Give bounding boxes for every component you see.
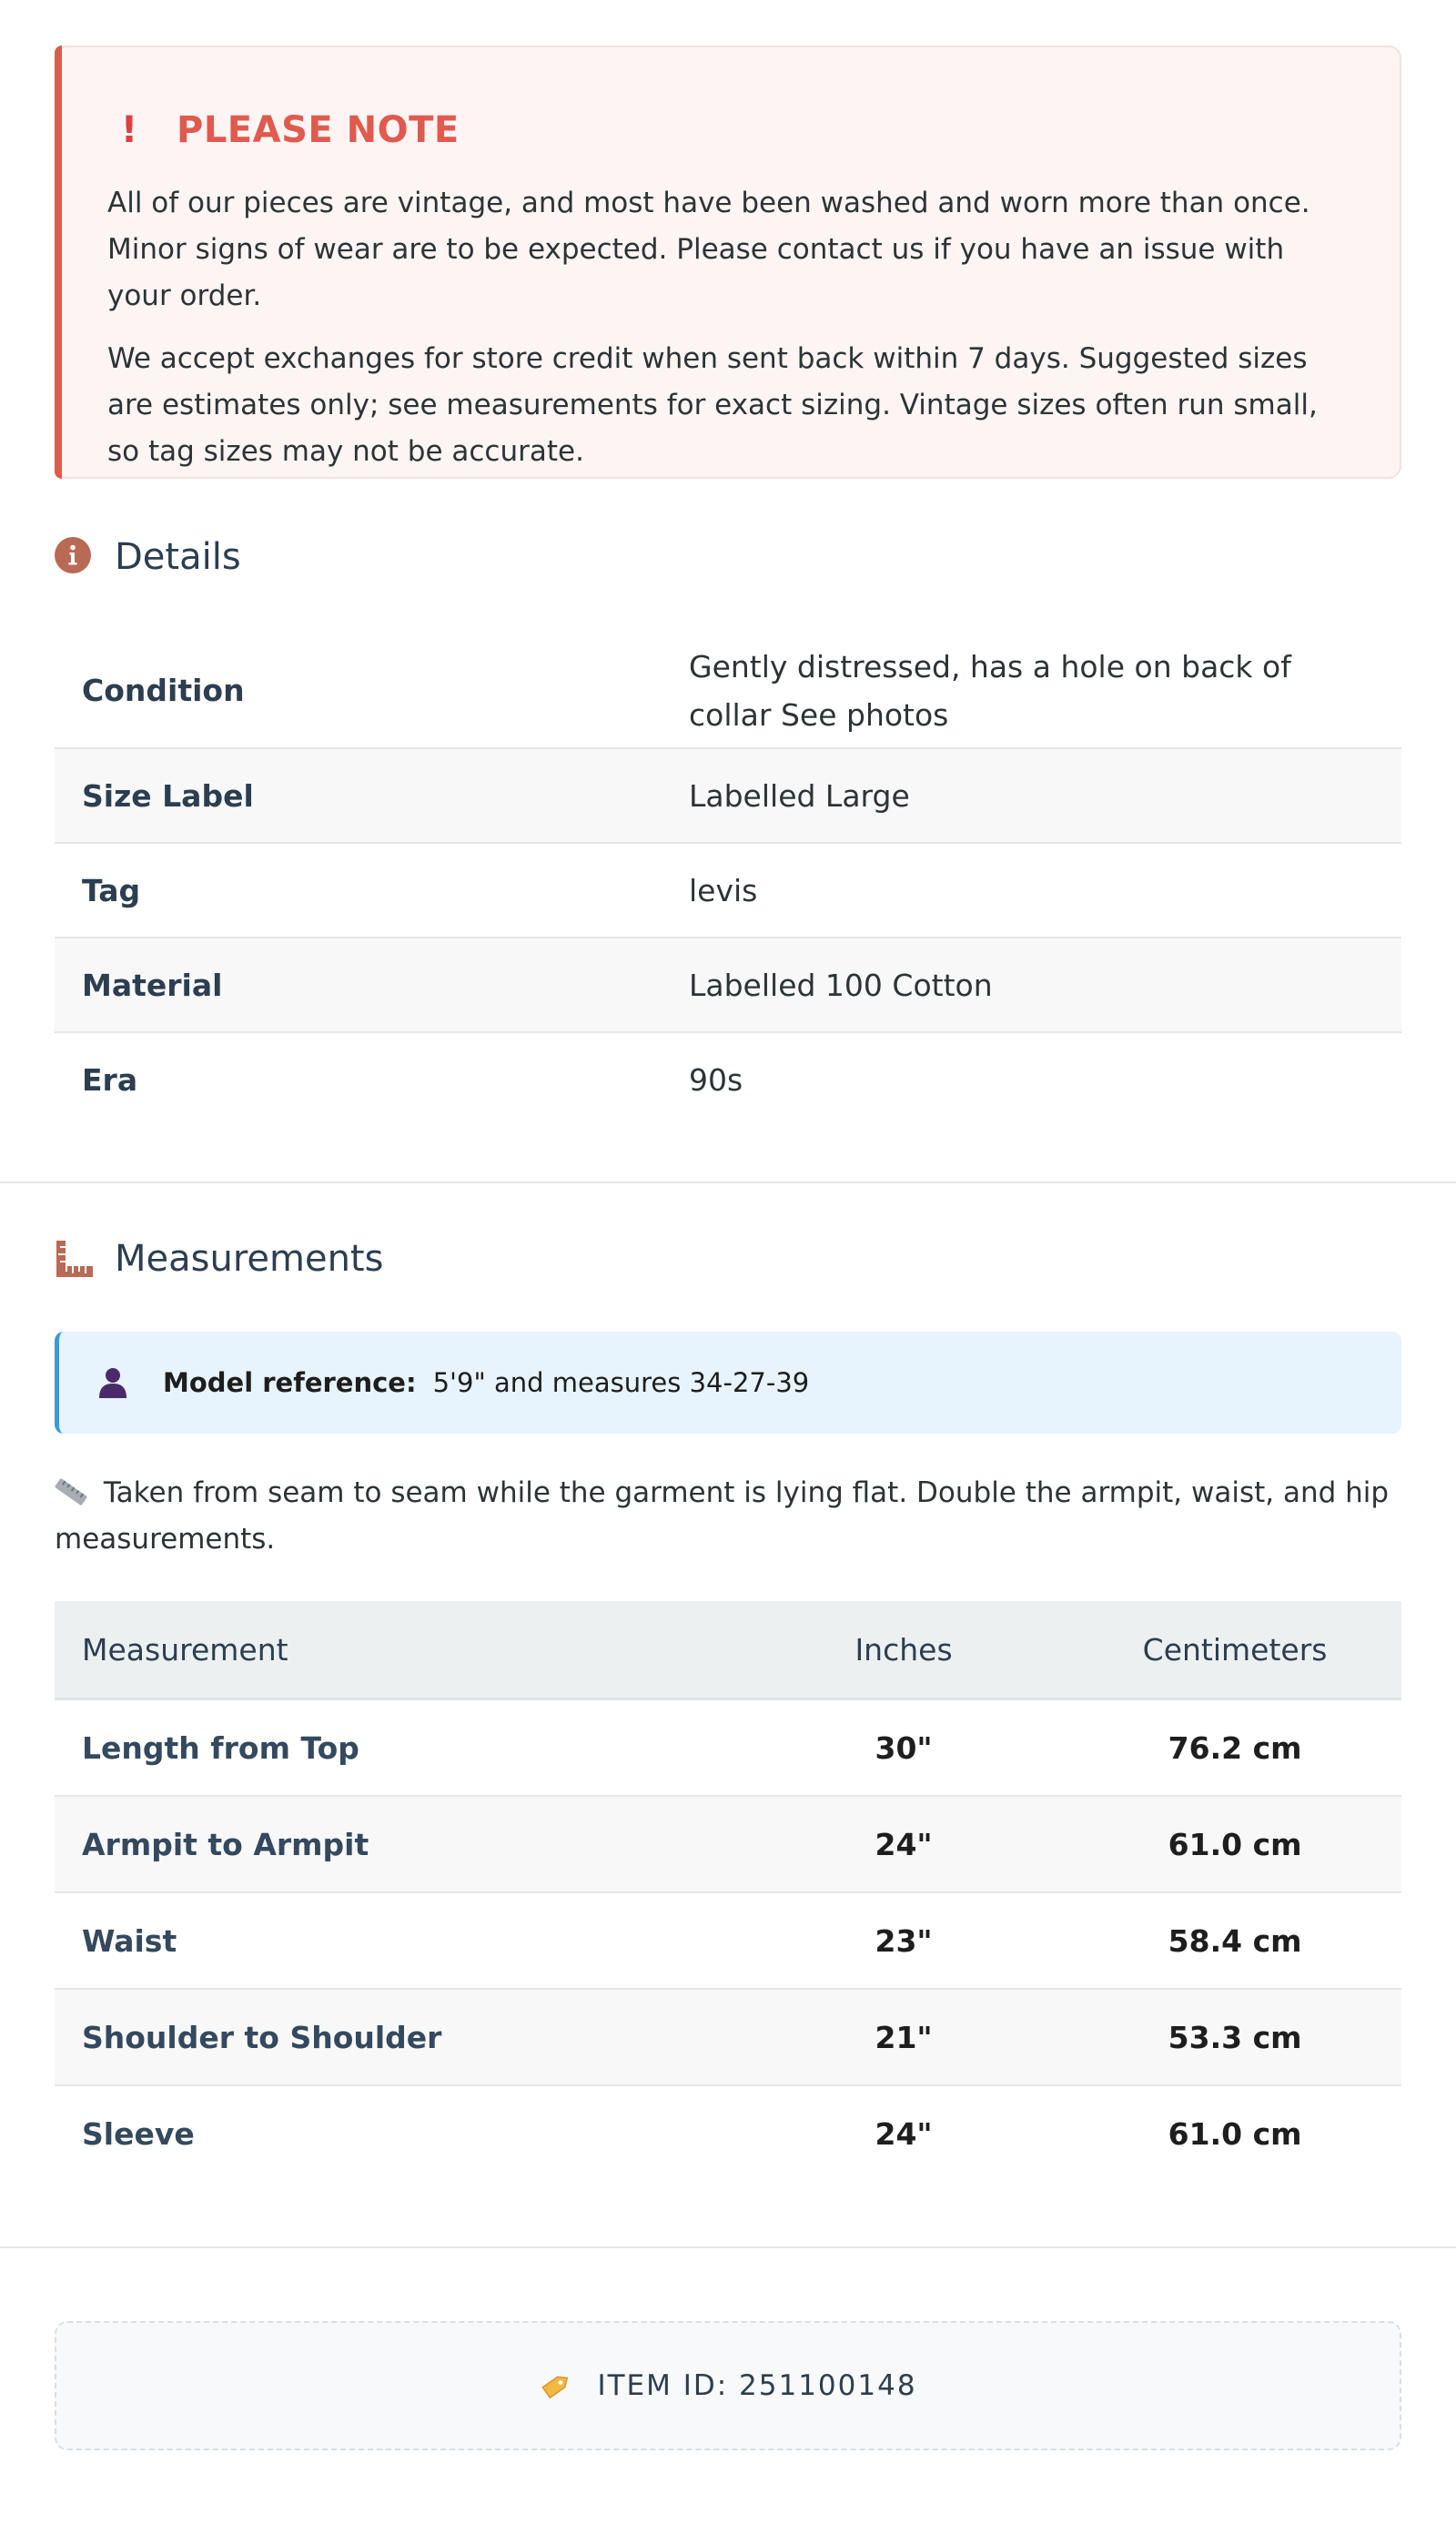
measurement-inches: 21" xyxy=(739,1989,1068,2085)
details-label: Tag xyxy=(55,843,662,938)
details-value: 90s xyxy=(689,1062,743,1098)
model-reference-value: 5'9" and measures 34-27-39 xyxy=(432,1367,810,1398)
measurement-inches: 30" xyxy=(739,1699,1068,1797)
details-label: Size Label xyxy=(55,748,662,843)
straight-ruler-icon xyxy=(55,1478,87,1506)
table-row xyxy=(55,1989,1401,2085)
measurements-header-row xyxy=(55,1601,1401,1699)
table-row xyxy=(55,1699,1401,1797)
details-title: Details xyxy=(115,536,241,578)
table-row xyxy=(55,2085,1401,2181)
details-label: Condition xyxy=(55,634,662,748)
person-icon xyxy=(96,1365,130,1400)
details-label: Era xyxy=(82,1062,138,1098)
notice-paragraph-2: We accept exchanges for store credit when sent back within 7 days. Suggested sizes are estimates only; see measurements for exact sizing. Vintage sizes often run small, so tag sizes may not be accurate. xyxy=(107,342,1318,468)
model-reference-box xyxy=(55,1332,1401,1434)
details-row xyxy=(55,634,1401,748)
measurements-header xyxy=(55,1232,1401,1286)
details-value: Labelled Large xyxy=(662,748,1401,843)
details-value: levis xyxy=(662,843,1401,938)
item-id-text: ITEM ID: 251100148 xyxy=(597,2369,917,2402)
notice-paragraph-1: All of our pieces are vintage, and most have been washed and worn more than once. Minor signs of wear are to be expected. Please contact us if you have an issue with your order. xyxy=(107,187,1310,312)
details-value: Labelled 100 Cotton xyxy=(662,938,1401,1032)
info-icon xyxy=(55,537,95,577)
measurement-name: Waist xyxy=(55,1892,739,1989)
table-row xyxy=(55,1892,1401,1989)
details-row xyxy=(55,938,1401,1032)
details-row xyxy=(55,843,1401,938)
column-header-centimeters: Centimeters xyxy=(1068,1601,1401,1699)
table-row xyxy=(55,1796,1401,1892)
item-id-box xyxy=(55,2321,1401,2450)
please-note-box xyxy=(55,46,1401,479)
measurement-name: Length from Top xyxy=(55,1699,739,1797)
measurement-inches: 24" xyxy=(875,2115,933,2152)
section-divider xyxy=(0,2246,1456,2248)
exclamation-icon: ! xyxy=(120,109,138,151)
measurements-title: Measurements xyxy=(115,1238,384,1280)
section-divider xyxy=(0,1181,1456,1183)
measurement-cm: 58.4 cm xyxy=(1068,1892,1401,1989)
measurement-name: Shoulder to Shoulder xyxy=(55,1989,739,2085)
measurement-inches: 23" xyxy=(739,1892,1068,1989)
measurement-name: Armpit to Armpit xyxy=(55,1796,739,1892)
measurements-table xyxy=(55,1601,1401,2181)
notice-header xyxy=(107,102,1352,158)
details-row xyxy=(55,748,1401,843)
measurement-note-text: Taken from seam to seam while the garment is lying flat. Double the armpit, waist, and hip measurements. xyxy=(55,1476,1390,1556)
measurement-cm: 76.2 cm xyxy=(1068,1699,1401,1797)
column-header-inches: Inches xyxy=(739,1601,1068,1699)
details-value: Gently distressed, has a hole on back of collar See photos xyxy=(662,634,1401,748)
column-header-measurement: Measurement xyxy=(55,1601,739,1699)
details-row xyxy=(55,1032,1401,1127)
details-table xyxy=(55,634,1401,1127)
notice-title: PLEASE NOTE xyxy=(177,109,460,151)
measurement-name: Sleeve xyxy=(82,2115,195,2152)
measurement-inches: 24" xyxy=(739,1796,1068,1892)
measurement-cm: 61.0 cm xyxy=(1168,2115,1302,2152)
details-label: Material xyxy=(55,938,662,1032)
tag-icon xyxy=(539,2368,573,2403)
measurement-cm: 61.0 cm xyxy=(1068,1796,1401,1892)
measurement-cm: 53.3 cm xyxy=(1068,1989,1401,2085)
ruler-icon xyxy=(55,1239,95,1279)
model-reference-label: Model reference: xyxy=(163,1367,417,1398)
details-header xyxy=(55,530,1401,584)
measurement-note xyxy=(55,1470,1401,1563)
